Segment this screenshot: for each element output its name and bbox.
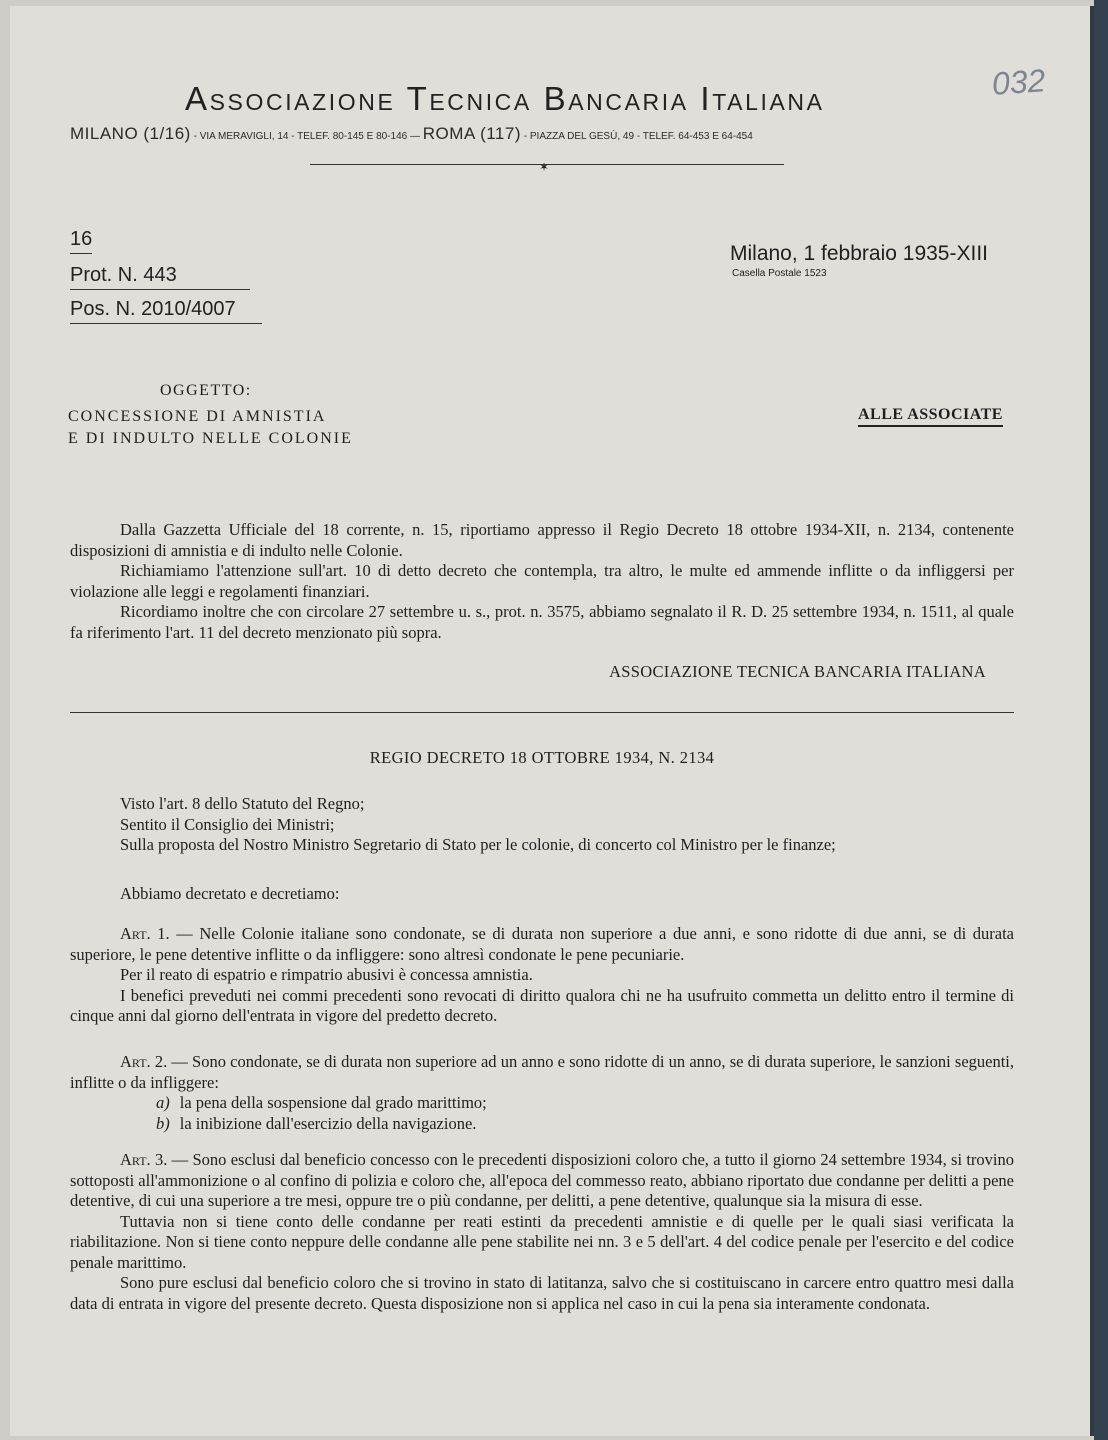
intro-paragraph-3: Ricordiamo inoltre che con circolare 27 settembre u. s., prot. n. 3575, abbiamo segnalato il R. D. 25 settembre 1934, n. 1511, al quale fa riferimento l'art. 11 del decreto menzionato più sopra. [70,602,1014,642]
item-b-text: la inibizione dall'esercizio della navigazione. [179,1113,477,1133]
article-2 [70,1052,1014,1134]
signature: ASSOCIAZIONE TECNICA BANCARIA ITALIANA [609,662,986,681]
milan-address: - VIA MERAVIGLI, 14 - TELEF. 80-145 E 80-146 — [193,131,420,142]
preamble-line-1: Visto l'art. 8 dello Statuto del Regno; [120,794,365,813]
org-letterhead-title: Associazione Tecnica Bancaria Italiana [185,80,825,117]
subject-line-2: E DI INDULTO NELLE COLONIE [68,430,353,447]
rome-address: - PIAZZA DEL GESÙ, 49 - TELEF. 64-453 E 64-454 [523,131,753,142]
rome-city: ROMA (117) [422,124,521,143]
place-date: Milano, 1 febbraio 1935-XIII [730,242,988,265]
intro-paragraph-2: Richiamiamo l'attenzione sull'art. 10 di detto decreto che contempla, tra altro, le multe ed ammende inflitte o da infliggersi per violazione alle leggi e regolamenti finanziari. [70,561,1014,601]
circular-number: 16 [70,228,92,254]
subject-line-1: CONCESSIONE DI AMNISTIA [68,408,327,425]
article-1-text: — Nelle Colonie italiane sono condonate, se di durata non superiore a due anni, e sono ridotte di due anni, se di durata superiore, le pene detentive inflitte o da infliggere: sono altresì condonate le pene pecuniarie. [70,924,1015,964]
article-2-label: Art. 2. [120,1052,168,1071]
protocol-number: Prot. N. 443 [70,264,250,290]
divider-star-icon: ✶ [539,160,550,174]
article-1 [70,924,1014,1027]
decreed-formula: Abbiamo decretato e decretiamo: [120,884,340,903]
milan-city: MILANO (1/16) [70,124,191,143]
article-1-paragraph-3: I benefici preveduti nei commi precedenti sono revocati di diritto qualora chi ne ha usufruito commetta un delitto entro il termine di cinque anni dal giorno dell'entrata in vigore del predetto decreto. [70,985,1014,1025]
intro-text [70,520,1014,643]
postbox: Casella Postale 1523 [732,268,827,279]
item-a-letter: a) [156,1093,170,1112]
decree-preamble [70,794,1014,856]
recipient: ALLE ASSOCIATE [858,406,1003,427]
article-3-label: Art. 3. [120,1150,168,1169]
letterhead-address-line [70,124,990,144]
document-page [10,6,1094,1436]
position-number: Pos. N. 2010/4007 [70,298,262,324]
decree-title: REGIO DECRETO 18 OTTOBRE 1934, N. 2134 [369,748,715,767]
preamble-line-3: Sulla proposta del Nostro Ministro Segretario di Stato per le colonie, di concerto col Ministro per le finanze; [120,835,836,854]
intro-paragraph-1: Dalla Gazzetta Ufficiale del 18 corrente, n. 15, riportiamo appresso il Regio Decreto 18 ottobre 1934-XII, n. 2134, contenente disposizioni di amnistia e di indulto nelle Colonie. [70,520,1014,560]
article-1-paragraph-2: Per il reato di espatrio e rimpatrio abusivi è concessa amnistia. [120,965,533,984]
item-a-text: la pena della sospensione dal grado marittimo; [179,1093,487,1112]
article-3-text: — Sono esclusi dal beneficio concesso con le precedenti disposizioni coloro che, a tutto il giorno 24 settembre 1934, si trovino sottoposti all'ammonizione o al confino di polizia e coloro che, all'epoca del commesso reato, abbiano riportato due condanne per delitti a pene detentive, di cui una superiore a tre mesi, oppure tre o più condanne, per delitti, a pene detentive, qualunque sia la misura di esse. [70,1150,1015,1210]
section-divider [70,712,1014,713]
article-3 [70,1150,1014,1314]
item-b-letter: b) [156,1113,170,1133]
scan-edge [1094,0,1108,1440]
article-2-text: — Sono condonate, se di durata non superiore ad un anno e sono ridotte di un anno, se di durata superiore, le sanzioni seguenti, inflitte o da infliggere: [70,1052,1015,1092]
handwritten-page-number: 032 [990,62,1047,102]
article-3-paragraph-3: Sono pure esclusi dal beneficio coloro che si trovino in stato di latitanza, salvo che si costituiscano in carcere entro quattro mesi dalla data di entrata in vigore del presente decreto. Questa disposizione non si applica nel caso in cui la pena sia interamente condonata. [70,1273,1014,1313]
article-3-paragraph-2: Tuttavia non si tiene conto delle condanne per reati estinti da precedenti amnistie e di quelle per le quali siasi verificata la riabilitazione. Non si tiene conto neppure delle condanne alle pene stabilite nei nn. 3 e 5 dell'art. 4 del codice penale per l'esercito e del codice penale marittimo. [70,1211,1014,1272]
article-1-label: Art. 1. [120,924,170,943]
subject-label: OGGETTO: [160,382,252,399]
preamble-line-2: Sentito il Consiglio dei Ministri; [120,814,335,834]
